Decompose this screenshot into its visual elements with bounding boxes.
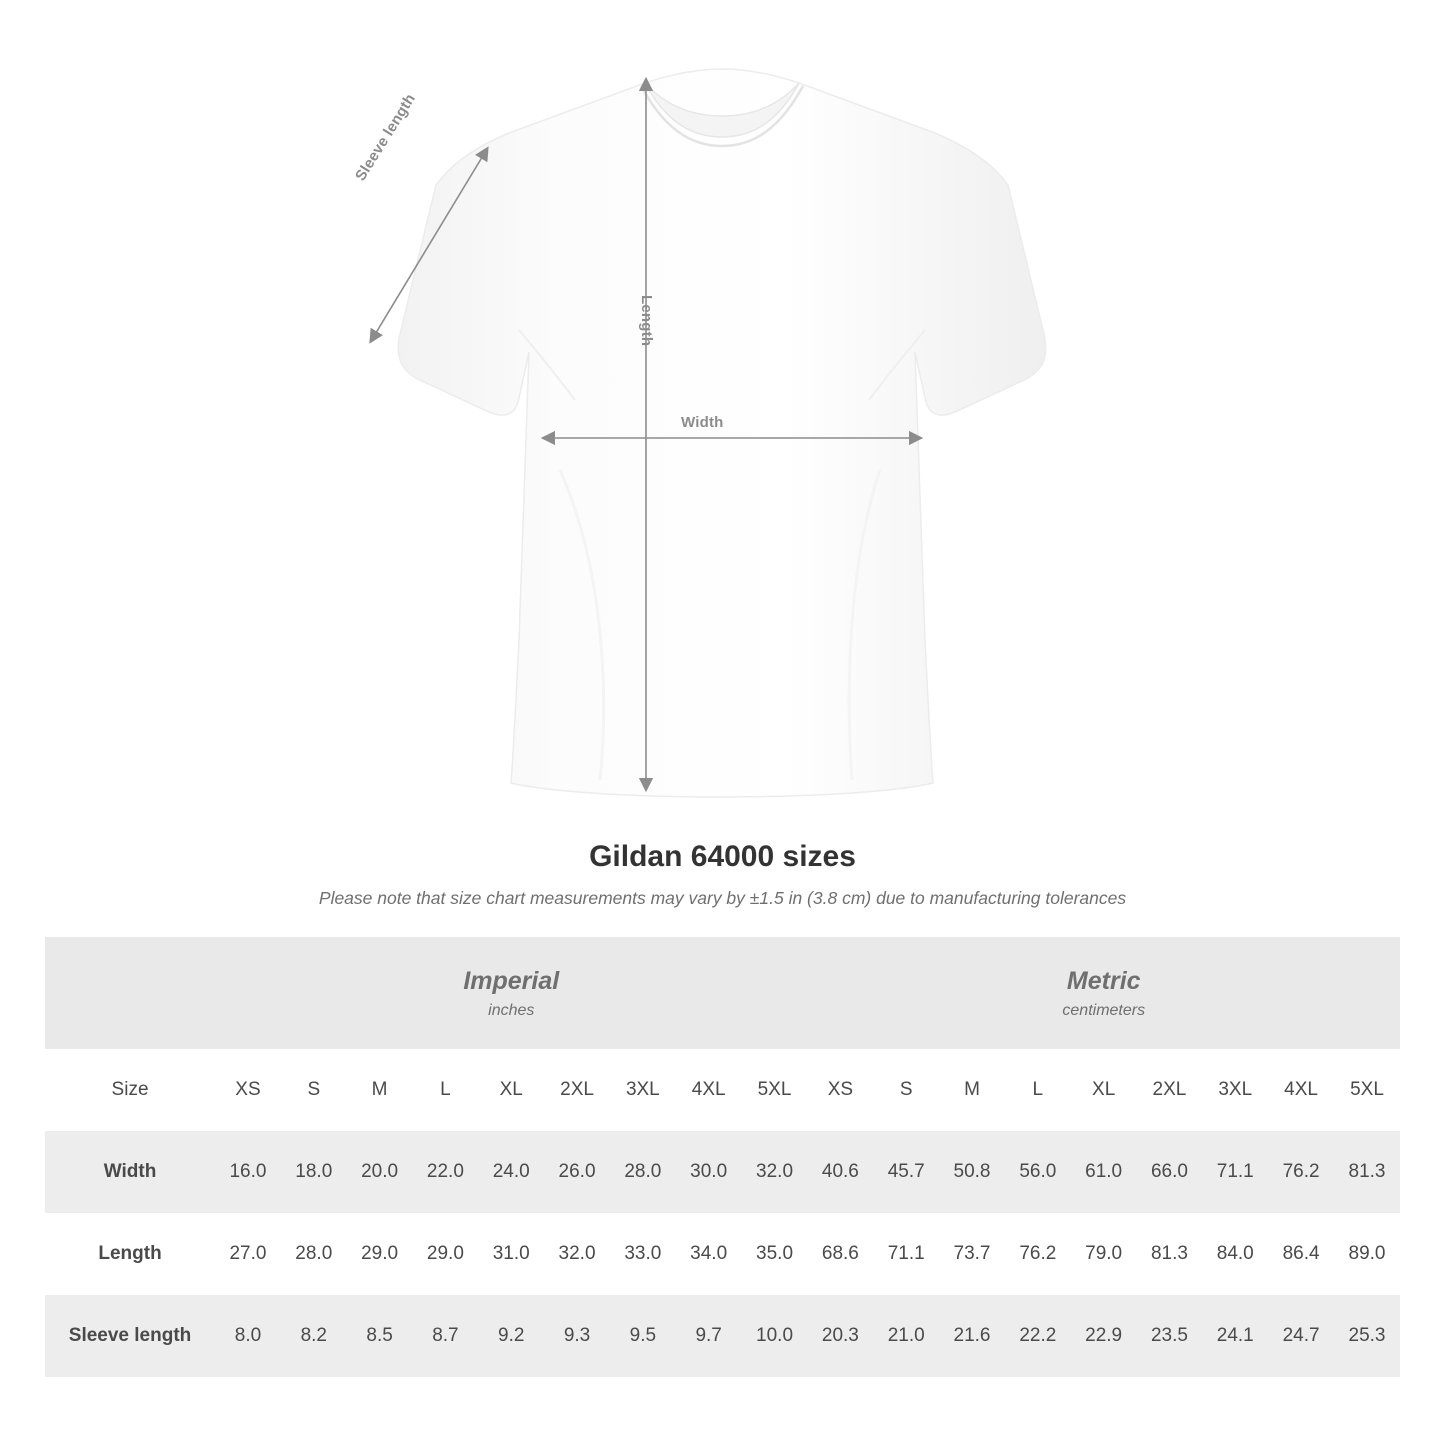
page-title: Gildan 64000 sizes — [589, 840, 856, 873]
data-cell: 27.0 — [215, 1213, 281, 1295]
data-cell: 79.0 — [1071, 1213, 1137, 1295]
data-cell: 16.0 — [215, 1131, 281, 1213]
header-cell: XS — [215, 1049, 281, 1131]
data-cell: 24.1 — [1202, 1295, 1268, 1377]
header-cell: XS — [807, 1049, 873, 1131]
data-cell: 26.0 — [544, 1131, 610, 1213]
header-size: Size — [45, 1049, 215, 1131]
header-cell: S — [281, 1049, 347, 1131]
table-row — [45, 1213, 1400, 1295]
data-cell: 61.0 — [1071, 1131, 1137, 1213]
data-cell: 35.0 — [742, 1213, 808, 1295]
header-cell: L — [1005, 1049, 1071, 1131]
size-chart-table-wrap — [45, 937, 1400, 1377]
unit-metric-name: Metric — [1066, 967, 1141, 996]
header-cell: 5XL — [742, 1049, 808, 1131]
data-cell: 86.4 — [1268, 1213, 1334, 1295]
header-cell: 4XL — [1268, 1049, 1334, 1131]
data-cell: 84.0 — [1202, 1213, 1268, 1295]
data-cell: 22.0 — [413, 1131, 479, 1213]
data-cell: 20.3 — [807, 1295, 873, 1377]
data-cell: 28.0 — [610, 1131, 676, 1213]
unit-metric — [807, 937, 1400, 1049]
data-cell: 31.0 — [478, 1213, 544, 1295]
header-cell: XL — [1071, 1049, 1137, 1131]
data-cell: 33.0 — [610, 1213, 676, 1295]
data-cell: 34.0 — [676, 1213, 742, 1295]
header-cell: 2XL — [1137, 1049, 1203, 1131]
header-cell: 5XL — [1334, 1049, 1400, 1131]
header-cell: L — [413, 1049, 479, 1131]
header-cell: 4XL — [676, 1049, 742, 1131]
row-label-sleeve-length: Sleeve length — [45, 1295, 215, 1377]
header-cell: 2XL — [544, 1049, 610, 1131]
data-cell: 29.0 — [347, 1213, 413, 1295]
data-cell: 73.7 — [939, 1213, 1005, 1295]
data-cell: 23.5 — [1137, 1295, 1203, 1377]
data-cell: 28.0 — [281, 1213, 347, 1295]
unit-imperial-name: Imperial — [463, 967, 560, 996]
tolerance-note: Please note that size chart measurements may vary by ±1.5 in (3.8 cm) due to manufacturing tolerances — [318, 888, 1127, 908]
data-cell: 8.5 — [347, 1295, 413, 1377]
data-cell: 71.1 — [873, 1213, 939, 1295]
row-label-width: Width — [45, 1131, 215, 1213]
data-cell: 29.0 — [413, 1213, 479, 1295]
data-cell: 9.2 — [478, 1295, 544, 1377]
table-header-row — [45, 1049, 1400, 1131]
unit-spacer — [45, 937, 215, 1049]
unit-header-row — [45, 937, 1400, 1049]
data-cell: 89.0 — [1334, 1213, 1400, 1295]
data-cell: 8.0 — [215, 1295, 281, 1377]
table-row — [45, 1131, 1400, 1213]
unit-imperial — [215, 937, 807, 1049]
header-cell: 3XL — [610, 1049, 676, 1131]
data-cell: 10.0 — [742, 1295, 808, 1377]
data-cell: 40.6 — [807, 1131, 873, 1213]
data-cell: 68.6 — [807, 1213, 873, 1295]
data-cell: 76.2 — [1005, 1213, 1071, 1295]
data-cell: 9.3 — [544, 1295, 610, 1377]
title-block — [0, 840, 1445, 909]
data-cell: 8.7 — [413, 1295, 479, 1377]
header-cell: XL — [478, 1049, 544, 1131]
row-label-length: Length — [45, 1213, 215, 1295]
size-chart-table — [45, 937, 1400, 1377]
data-cell: 50.8 — [939, 1131, 1005, 1213]
data-cell: 24.7 — [1268, 1295, 1334, 1377]
data-cell: 21.0 — [873, 1295, 939, 1377]
sleeve-length-label: Sleeve length — [352, 90, 420, 185]
data-cell: 32.0 — [544, 1213, 610, 1295]
data-cell: 30.0 — [676, 1131, 742, 1213]
data-cell: 20.0 — [347, 1131, 413, 1213]
header-cell: M — [939, 1049, 1005, 1131]
table-row — [45, 1295, 1400, 1377]
data-cell: 45.7 — [873, 1131, 939, 1213]
width-label: Width — [681, 414, 724, 431]
data-cell: 18.0 — [281, 1131, 347, 1213]
data-cell: 22.9 — [1071, 1295, 1137, 1377]
data-cell: 81.3 — [1137, 1213, 1203, 1295]
data-cell: 8.2 — [281, 1295, 347, 1377]
unit-metric-sub: centimeters — [1062, 1001, 1146, 1019]
header-cell: 3XL — [1202, 1049, 1268, 1131]
data-cell: 66.0 — [1137, 1131, 1203, 1213]
length-label: Length — [638, 295, 655, 347]
data-cell: 81.3 — [1334, 1131, 1400, 1213]
header-cell: S — [873, 1049, 939, 1131]
data-cell: 76.2 — [1268, 1131, 1334, 1213]
data-cell: 22.2 — [1005, 1295, 1071, 1377]
data-cell: 32.0 — [742, 1131, 808, 1213]
data-cell: 9.5 — [610, 1295, 676, 1377]
data-cell: 56.0 — [1005, 1131, 1071, 1213]
data-cell: 71.1 — [1202, 1131, 1268, 1213]
data-cell: 25.3 — [1334, 1295, 1400, 1377]
unit-imperial-sub: inches — [488, 1001, 535, 1019]
data-cell: 9.7 — [676, 1295, 742, 1377]
data-cell: 24.0 — [478, 1131, 544, 1213]
header-cell: M — [347, 1049, 413, 1131]
data-cell: 21.6 — [939, 1295, 1005, 1377]
